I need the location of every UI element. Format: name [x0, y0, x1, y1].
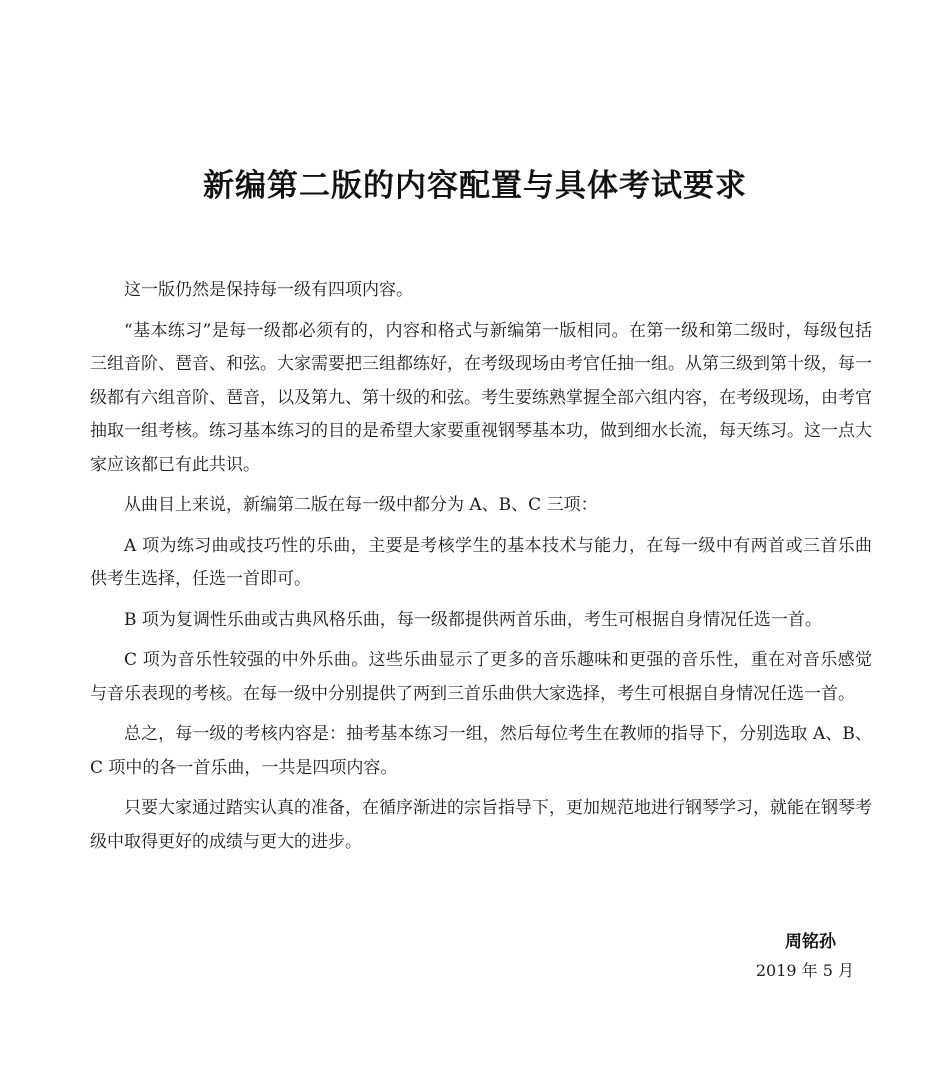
document-title: 新编第二版的内容配置与具体考试要求	[203, 168, 747, 204]
document-body	[90, 274, 872, 866]
paragraph-8: 只要大家通过踏实认真的准备，在循序渐进的宗旨指导下，更加规范地进行钢琴学习，就能在钢琴考级中取得更好的成绩与更大的进步。	[90, 798, 872, 852]
signature-block	[756, 928, 854, 986]
paragraph-1: 这一版仍然是保持每一级有四项内容。	[124, 280, 413, 300]
paragraph-6: C 项为音乐性较强的中外乐曲。这些乐曲显示了更多的音乐趣味和更强的音乐性，重在对音乐感觉与音乐表现的考核。在每一级中分别提供了两到三首乐曲供大家选择，考生可根据自身情况任选一首。	[90, 650, 872, 704]
paragraph-3: 从曲目上来说，新编第二版在每一级中都分为 A、B、C 三项：	[124, 495, 598, 515]
signature-date: 2019 年 5 月	[755, 961, 854, 980]
paragraph-7: 总之，每一级的考核内容是：抽考基本练习一组，然后每位考生在教师的指导下，分别选取 A、B、C 项中的各一首乐曲，一共是四项内容。	[90, 724, 872, 778]
paragraph-5: B 项为复调性乐曲或古典风格乐曲，每一级都提供两首乐曲，考生可根据自身情况任选一首。	[124, 609, 822, 630]
author-name: 周铭孙	[785, 932, 836, 952]
paragraph-2: “基本练习”是每一级都必须有的，内容和格式与新编第一版相同。在第一级和第二级时，每级包括三组音阶、琶音、和弦。大家需要把三组都练好，在考级现场由考官任抽一组。从第三级到第十级，每一级都有六组音阶、琶音，以及第九、第十级的和弦。考生要练熟掌握全部六组内容，在考级现场，由考官抽取一组考核。练习基本练习的目的是希望大家要重视钢琴基本功，做到细水长流，每天练习。这一点大家应该都已有此共识。	[90, 320, 872, 475]
paragraph-4: A 项为练习曲或技巧性的乐曲，主要是考核学生的基本技术与能力，在每一级中有两首或三首乐曲供考生选择，任选一首即可。	[90, 535, 872, 589]
